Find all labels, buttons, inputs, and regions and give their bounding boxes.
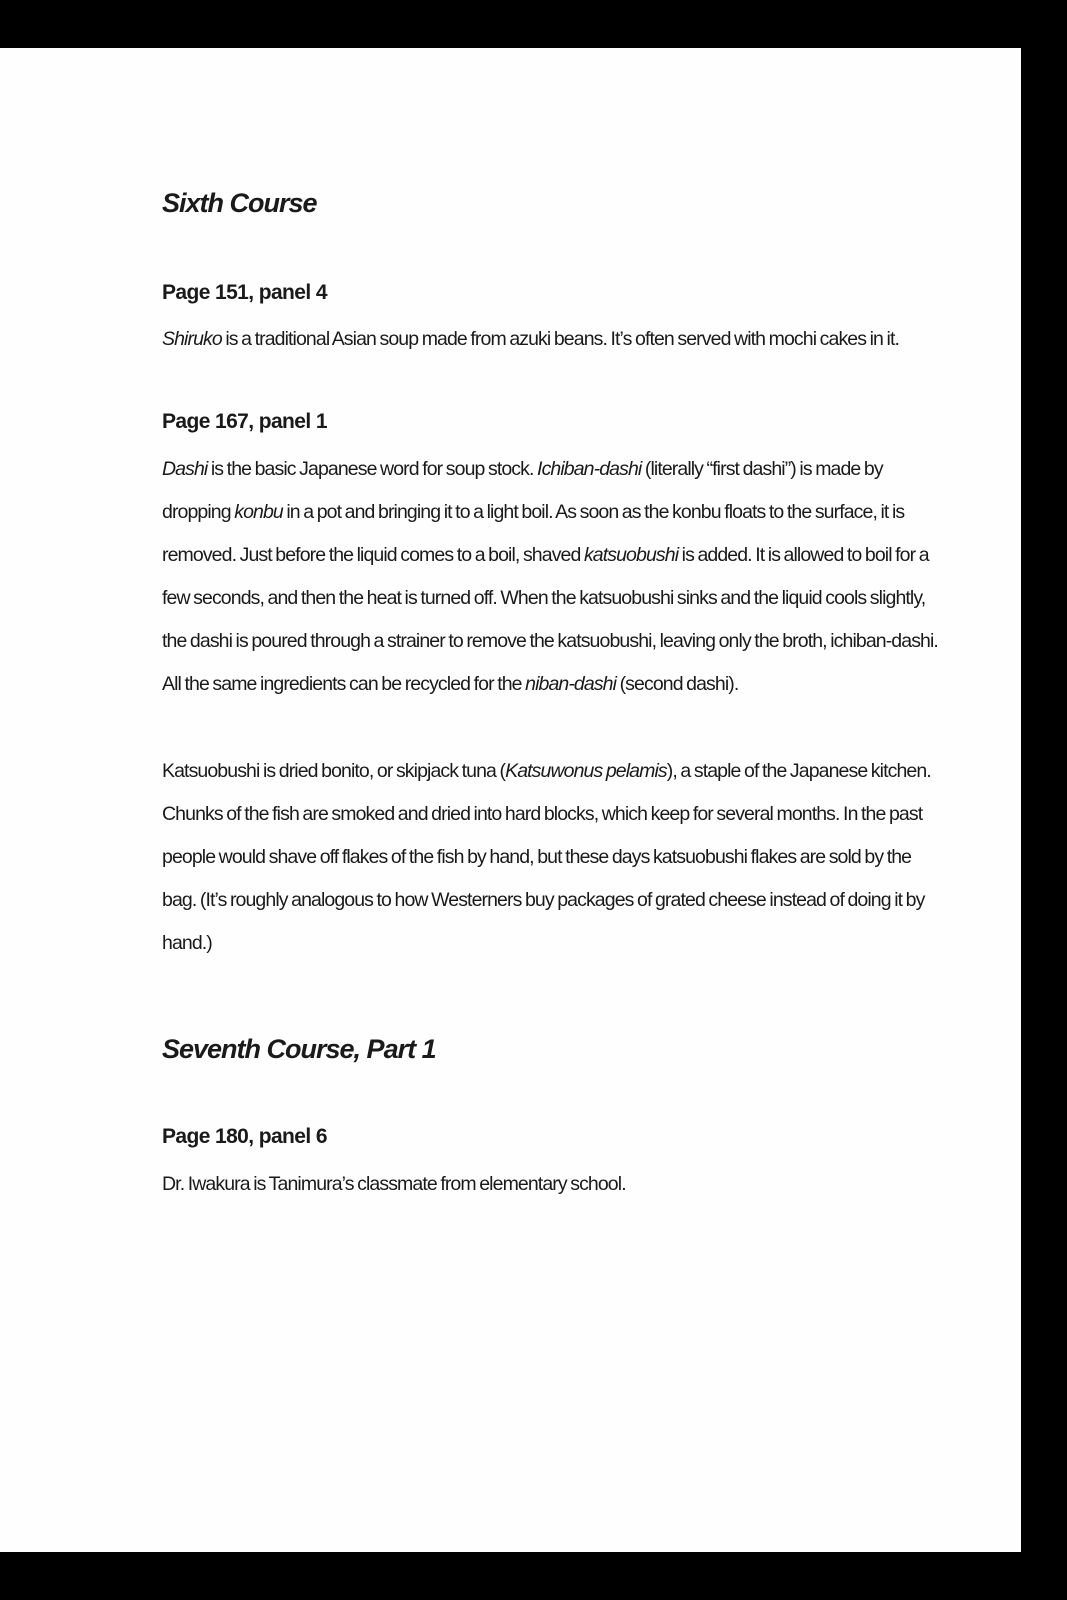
italic-term: katsuobushi [583, 544, 679, 566]
section-title-sixth-course: Sixth Course [162, 188, 317, 218]
italic-term: Ichiban-dashi [537, 458, 642, 480]
note-paragraph-iwakura: Dr. Iwakura is Tanimura’s classmate from elementary school. [162, 1173, 626, 1195]
italic-term: Katsuwonus pelamis [505, 760, 667, 782]
italic-term: konbu [234, 501, 283, 523]
section-title-seventh-course: Seventh Course, Part 1 [162, 1034, 436, 1064]
italic-term: niban-dashi [525, 673, 617, 695]
note-paragraph-katsuobushi: Katsuobushi is dried bonito, or skipjack tuna (Katsuwonus pelamis), a staple of the Japanese kitchen. Chunks of the fish are smoked and dried into hard blocks, which keep for several months. In the past people would shave off flakes of the fish by hand, but these days katsuobushi flakes are sold by the bag. (It’s roughly analogous to how Westerners buy packages of grated cheese instead of doing it by hand.) [162, 760, 931, 954]
note-heading-page-180: Page 180, panel 6 [162, 1125, 327, 1148]
italic-term: Shiruko [162, 328, 222, 350]
italic-term: Dashi [162, 458, 208, 480]
note-paragraph-shiruko: Shiruko is a traditional Asian soup made from azuki beans. It’s often served with mochi cakes in it. [162, 328, 899, 350]
note-heading-page-167: Page 167, panel 1 [162, 410, 327, 433]
book-page [0, 48, 1021, 1552]
note-paragraph-dashi: Dashi is the basic Japanese word for soup stock. Ichiban-dashi (literally “first dashi”) is made by dropping konbu in a pot and bringing it to a light boil. As soon as the konbu floats to the surface, it is removed. Just before the liquid comes to a boil, shaved katsuobushi is added. It is allowed to boil for a few seconds, and then the heat is turned off. When the katsuobushi sinks and the liquid cools slightly, the dashi is poured through a strainer to remove the katsuobushi, leaving only the broth, ichiban-dashi. All the same ingredients can be recycled for the niban-dashi (second dashi). [162, 458, 938, 695]
note-heading-page-151: Page 151, panel 4 [162, 281, 327, 304]
